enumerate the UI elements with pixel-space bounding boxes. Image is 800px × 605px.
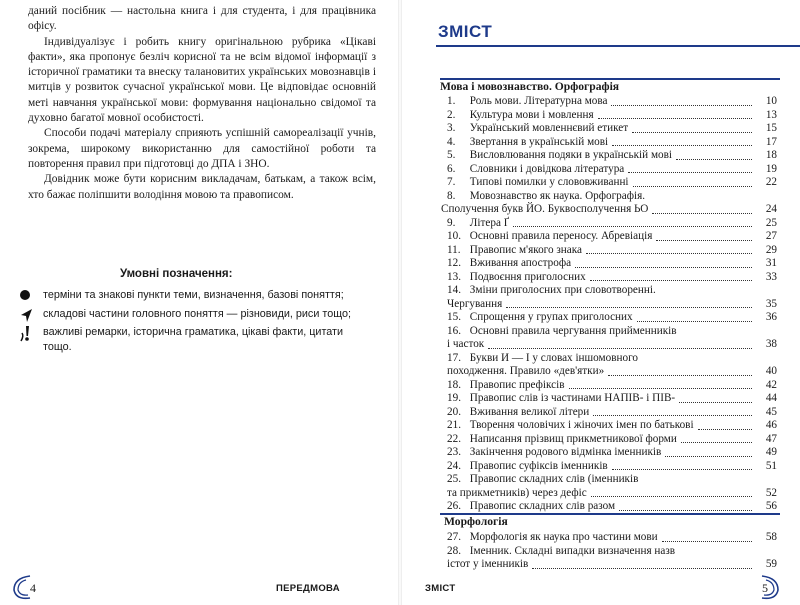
legend-item-text: терміни та знакові пункти теми, визначення, базові поняття; xyxy=(43,289,344,301)
toc-entry[interactable] xyxy=(447,136,777,150)
toc-page-number: 29 xyxy=(765,243,777,256)
dot-leader xyxy=(488,348,752,349)
toc-page-number: 31 xyxy=(765,257,777,269)
toc-entry[interactable] xyxy=(447,433,777,447)
toc-entry-title xyxy=(447,95,609,109)
preface-paragraph-3: Способи подачі матеріалу сприяють успішній самореалізації учнів, зокрема, широкому використанню для самостійної роботи та повторення правил при підготовці до ДПА і ЗНО. xyxy=(28,127,376,170)
dot-leader xyxy=(662,541,752,542)
dot-leader xyxy=(612,145,752,146)
dot-icon xyxy=(18,288,36,306)
toc-entry-text: Морфологія як наука про частини мови xyxy=(469,531,658,543)
toc-entry-number: 1. xyxy=(447,95,456,107)
toc-entry[interactable] xyxy=(447,298,777,312)
toc-entry-number: 7. xyxy=(447,176,456,188)
toc-page-number: 25 xyxy=(765,216,777,229)
dot-leader xyxy=(591,496,752,497)
toc-entry-title: Правопис складних слів (іменників xyxy=(469,473,639,485)
toc-page-number: 40 xyxy=(765,365,777,377)
toc-entry-title: Зміни приголосних при словотворенні. xyxy=(469,284,656,296)
toc-entry-number: 2. xyxy=(447,108,456,121)
dot-leader xyxy=(633,186,752,187)
toc-entry-title-cont: Сполучення букв ЙО. Буквосполучення ЬО xyxy=(441,203,649,215)
toc-entry-line xyxy=(447,473,777,487)
dot-leader xyxy=(632,132,752,133)
toc-entry-title xyxy=(447,460,610,474)
toc-entry-number: 26. xyxy=(447,500,461,512)
title-divider xyxy=(436,45,800,47)
toc-entry[interactable] xyxy=(441,203,777,217)
toc-entry-text: Словники і довідкова література xyxy=(469,162,625,175)
toc-entry-text: Основні правила переносу. Абревіація xyxy=(469,230,653,242)
toc-entry-text: Подвоєння приголосних xyxy=(469,270,586,283)
page-number: 5 xyxy=(762,581,768,595)
toc-entry-title xyxy=(447,109,596,123)
toc-entry[interactable] xyxy=(447,558,777,572)
toc-entry-title xyxy=(447,136,610,150)
toc-page-number: 36 xyxy=(765,311,777,323)
toc-entry-number: 27. xyxy=(447,531,461,543)
toc-entry-number: 22. xyxy=(447,432,461,445)
dot-leader xyxy=(608,375,752,376)
toc-entry-number: 20. xyxy=(447,405,461,418)
toc-entry-number: 21. xyxy=(447,419,461,431)
dot-leader xyxy=(586,253,752,254)
toc-entry-title xyxy=(447,446,663,460)
toc-entry-number: 19. xyxy=(447,392,461,404)
running-footer: ЗМІСТ xyxy=(425,583,456,594)
toc-entry-text: Правопис складних слів разом xyxy=(469,500,616,512)
toc-entry-text: Правопис суфіксів іменників xyxy=(469,459,608,472)
preface-text xyxy=(28,4,376,203)
toc-page-number: 49 xyxy=(765,446,777,458)
toc-entry[interactable] xyxy=(447,230,777,244)
toc-entry[interactable] xyxy=(447,217,777,231)
legend-item xyxy=(18,325,363,354)
dot-leader xyxy=(637,321,752,322)
toc-page-number: 19 xyxy=(765,162,777,175)
toc-entry[interactable] xyxy=(447,419,777,433)
toc-entry-number: 17. xyxy=(447,351,461,364)
toc-entry-text: Звертання в українській мові xyxy=(469,135,609,148)
toc-entry-title xyxy=(447,176,631,190)
dot-leader xyxy=(611,105,752,106)
dot-leader xyxy=(665,456,752,457)
toc-entry[interactable] xyxy=(447,95,777,109)
toc-entry[interactable] xyxy=(447,244,777,258)
toc-entry-number: 15. xyxy=(447,311,461,323)
toc-entry-title xyxy=(447,149,674,163)
toc-entry-number: 9. xyxy=(447,216,456,229)
legend-item-text: складові частини головного поняття — різновиди, риси тощо; xyxy=(43,307,351,320)
toc-entry-text: Культура мови і мовлення xyxy=(469,108,594,121)
toc-entry-text: Правопис префіксів xyxy=(469,378,565,391)
dot-leader xyxy=(676,159,752,160)
toc-page-number: 51 xyxy=(765,459,777,472)
toc-page-number: 18 xyxy=(765,149,777,161)
toc-entry-title-cont: і часток xyxy=(447,338,485,350)
toc-entry-number: 14. xyxy=(447,284,461,296)
preface-paragraph-2: Індивідуалізує і робить книгу оригінальною рубрика «Цікаві факти», яка пропонує безліч корисної та не всім відомої інформації з історичної граматики та внеску талановитих українських мовознавців і митців у розвиток сучасної української мови. Це відповідає основній меті навчання української мови: формування національно свідомої та духовно багатої мовної особистості. xyxy=(28,35,376,125)
toc-entry-number: 28. xyxy=(447,544,461,557)
legend-list xyxy=(18,288,363,358)
dot-leader xyxy=(652,213,752,214)
toc-entry-text: Правопис м'якого знака xyxy=(469,243,582,256)
toc-page-number: 27 xyxy=(765,230,777,242)
toc-entry-number: 4. xyxy=(447,135,456,148)
toc-page-number: 33 xyxy=(765,270,777,283)
toc-entry-title-cont: Чергування xyxy=(447,297,503,310)
swirl-ornament-icon xyxy=(752,572,784,602)
dot-leader xyxy=(681,442,752,443)
toc-entry-title xyxy=(447,379,567,393)
toc-entry-number: 13. xyxy=(447,270,461,283)
toc-entry-title: Букви И — І у словах іншомовного xyxy=(469,351,638,364)
toc-page-number: 24 xyxy=(765,203,777,215)
toc-entry-title-cont: істот у іменників xyxy=(447,558,529,570)
arrow-icon xyxy=(18,307,36,325)
toc-entry[interactable] xyxy=(447,176,777,190)
toc-entry-number: 8. xyxy=(447,189,456,202)
dot-leader xyxy=(513,226,752,227)
toc-entry[interactable] xyxy=(447,257,777,271)
toc-entry-text: Український мовленнєвий етикет xyxy=(469,122,629,134)
toc-entry-title xyxy=(447,500,617,514)
toc-entry-line xyxy=(447,325,777,339)
toc-entry-title-cont: та прикметників) через дефіс xyxy=(447,486,587,499)
section-heading: Мова і мовознавство. Орфографія xyxy=(440,80,620,93)
legend-item xyxy=(18,288,363,303)
toc-entry-title xyxy=(447,217,511,231)
toc-entry[interactable] xyxy=(447,109,777,123)
toc-entry[interactable] xyxy=(447,122,777,136)
toc-entry[interactable] xyxy=(447,531,777,545)
toc-page-number: 59 xyxy=(765,558,777,570)
toc-entry[interactable] xyxy=(447,460,777,474)
toc-entry-line xyxy=(447,190,777,204)
toc-entry[interactable] xyxy=(447,406,777,420)
dot-leader xyxy=(590,280,752,281)
toc-page-number: 47 xyxy=(765,432,777,445)
toc-entry-title xyxy=(447,271,588,285)
toc-page-number: 56 xyxy=(765,500,777,512)
dot-leader xyxy=(656,240,752,241)
toc-entry-text: Роль мови. Літературна мова xyxy=(469,95,608,107)
toc-entry[interactable] xyxy=(447,365,777,379)
toc-entry-title: Іменник. Складні випадки визначення назв xyxy=(469,544,676,557)
toc-entry-line xyxy=(447,284,777,298)
toc-entry-text: Написання прізвищ прикметникової форми xyxy=(469,432,677,445)
toc-entry-number: 10. xyxy=(447,230,461,242)
toc-entry-title xyxy=(447,531,660,545)
toc-entry-number: 23. xyxy=(447,446,461,458)
page-title: ЗМІСТ xyxy=(438,22,493,41)
toc-page-number: 35 xyxy=(765,297,777,310)
toc-entry-number: 25. xyxy=(447,473,461,485)
toc-page-number: 17 xyxy=(765,135,777,148)
toc-entry[interactable] xyxy=(447,500,777,514)
toc-entry-title-cont: походження. Правило «дев'ятки» xyxy=(447,365,605,377)
toc-entry[interactable] xyxy=(447,379,777,393)
page-number: 4 xyxy=(30,581,36,595)
toc-entry-title xyxy=(447,230,654,244)
toc-page-number: 52 xyxy=(765,486,777,499)
toc-page-number: 42 xyxy=(765,378,777,391)
toc-entry-title xyxy=(447,257,573,271)
toc-entry-title xyxy=(447,163,626,177)
dot-leader xyxy=(679,402,752,403)
toc-entry-title xyxy=(447,122,630,136)
toc-entry[interactable] xyxy=(447,271,777,285)
dot-leader xyxy=(628,172,752,173)
toc-entry[interactable] xyxy=(447,392,777,406)
toc-entry-title xyxy=(447,244,584,258)
toc-entry-number: 3. xyxy=(447,122,456,134)
dot-leader xyxy=(575,267,752,268)
toc-entry[interactable] xyxy=(447,487,777,501)
toc-page-number: 58 xyxy=(765,531,777,543)
toc-entry-text: Закінчення родового відмінка іменників xyxy=(469,446,662,458)
toc-entry-text: Творення чоловічих і жіночих імен по батькові xyxy=(469,419,694,431)
preface-paragraph-1: даний посібник — настольна книга і для студента, і для працівника офісу. xyxy=(28,5,376,33)
toc-entry-text: Типові помилки у слововживанні xyxy=(469,176,629,188)
toc-page-number: 13 xyxy=(765,108,777,121)
toc-entry[interactable] xyxy=(447,446,777,460)
toc-entry-title xyxy=(447,392,677,406)
toc-entry-text: Літера Ґ xyxy=(469,216,509,229)
dot-leader xyxy=(698,429,752,430)
preface-paragraph-4: Довідник може бути корисним викладачам, батькам, а також всім, хто бажає поліпшити володіння мовою та правописом. xyxy=(28,173,376,201)
toc-entry-text: Спрощення у групах приголосних xyxy=(469,311,633,323)
legend-item xyxy=(18,307,363,322)
toc-entry-number: 11. xyxy=(447,243,461,256)
section-heading: Морфологія xyxy=(444,515,508,528)
dot-leader xyxy=(593,415,752,416)
toc-page-number: 45 xyxy=(765,405,777,418)
toc-entry-text: Правопис слів із частинами НАПІВ- і ПІВ- xyxy=(469,392,676,404)
toc-entry-number: 24. xyxy=(447,459,461,472)
dot-leader xyxy=(532,568,752,569)
toc-entry[interactable] xyxy=(447,338,777,352)
toc-entry[interactable] xyxy=(447,149,777,163)
dot-leader xyxy=(619,510,752,511)
toc-entry-number: 5. xyxy=(447,149,456,161)
toc-page-number: 10 xyxy=(765,95,777,107)
toc-entry-line xyxy=(447,352,777,366)
exclamation-icon xyxy=(18,325,36,343)
toc-entry-text: Висловлювання подяки в українській мові xyxy=(469,149,673,161)
dot-leader xyxy=(569,388,752,389)
toc-entry-number: 12. xyxy=(447,257,461,269)
toc-entry-text: Вживання апострофа xyxy=(469,257,572,269)
toc-list xyxy=(447,531,777,572)
dot-leader xyxy=(506,307,752,308)
toc-page-number: 46 xyxy=(765,419,777,431)
dot-leader xyxy=(612,469,752,470)
toc-entry-line xyxy=(447,545,777,559)
toc-entry-number: 18. xyxy=(447,378,461,391)
toc-page-number: 15 xyxy=(765,122,777,134)
toc-page-number: 22 xyxy=(765,176,777,188)
running-footer: ПЕРЕДМОВА xyxy=(276,583,340,594)
dot-leader xyxy=(598,118,752,119)
toc-entry-title: Основні правила чергування прийменників xyxy=(469,324,677,337)
toc-entry-number: 16. xyxy=(447,324,461,337)
toc-page-number: 38 xyxy=(765,338,777,350)
toc-list xyxy=(441,95,777,514)
toc-entry[interactable] xyxy=(447,163,777,177)
legend-title: Умовні позначення: xyxy=(120,268,233,280)
toc-entry[interactable] xyxy=(447,311,777,325)
toc-entry-text: Вживання великої літери xyxy=(469,405,590,418)
toc-entry-title xyxy=(447,433,679,447)
toc-page-number: 44 xyxy=(765,392,777,404)
toc-entry-number: 6. xyxy=(447,162,456,175)
toc-entry-title xyxy=(447,311,635,325)
legend-item-text: важливі ремарки, історична граматика, цікаві факти, цитати тощо. xyxy=(43,326,344,353)
toc-entry-title xyxy=(447,406,591,420)
toc-entry-title xyxy=(447,419,696,433)
toc-entry-title: Мовознавство як наука. Орфографія. xyxy=(469,189,646,202)
